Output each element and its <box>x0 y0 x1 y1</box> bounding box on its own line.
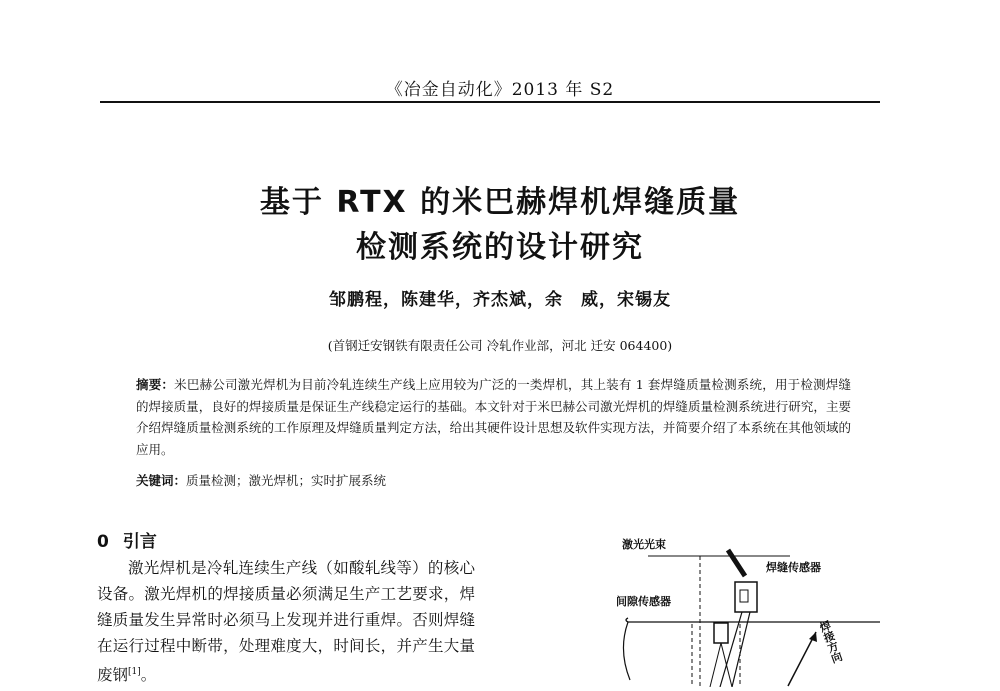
laser-mirror <box>728 550 745 576</box>
abstract-label: 摘要： <box>136 377 175 392</box>
gap-sensor-box <box>714 623 728 643</box>
direction-arrow <box>788 632 816 686</box>
paper-title-line-1: 基于 RTX 的米巴赫焊机焊缝质量 <box>259 185 741 220</box>
abstract-text: 米巴赫公司激光焊机为目前冷轧连续生产线上应用较为广泛的一类焊机，其上装有 1 套焊缝质量检测系统，用于检测焊缝的焊接质量，良好的焊接质量是保证生产线稳定运行的基础。本文针对于米巴赫公司激光焊机的焊缝质量检测系统进行研究，主要介绍焊缝质量检测系统的工作原理及焊缝质量判定方法，给出其硬件设计思想及软件实现方法，并简要介绍了本系统在其他领域的应用。 <box>136 377 851 457</box>
label-laser-beam: 激光光束 <box>622 538 666 551</box>
strip-edge-left <box>623 622 630 680</box>
strip-edge-top <box>626 618 880 622</box>
abstract <box>136 374 851 460</box>
journal-header: 《冶金自动化》2013 年 S2 <box>385 80 615 100</box>
label-gap-sensor: 间隙传感器 <box>616 595 671 608</box>
intro-end: 。 <box>140 666 157 685</box>
weld-sensor-beam-2 <box>732 612 750 687</box>
label-weld-direction: 焊接方向 <box>816 618 845 665</box>
paper-title-line-2: 检测系统的设计研究 <box>356 230 644 265</box>
keywords <box>136 471 851 491</box>
label-weld-sensor: 焊缝传感器 <box>766 561 821 574</box>
section-heading <box>97 527 157 552</box>
affiliation: (首钢迁安钢铁有限责任公司 冷轧作业部，河北 迁安 064400) <box>327 338 673 353</box>
weld-sensor-box <box>735 582 757 612</box>
keywords-text: 质量检测；激光焊机；实时扩展系统 <box>186 473 387 488</box>
keywords-label: 关键词： <box>136 473 187 488</box>
section-number: 0 <box>97 532 109 552</box>
direction-arrowhead <box>809 632 817 642</box>
gap-sensor-beam-1 <box>710 643 721 687</box>
section-title: 引言 <box>122 532 157 552</box>
intro-text: 激光焊机是冷轧连续生产线（如酸轧线等）的核心设备。激光焊机的焊接质量必须满足生产工艺要求，焊缝质量发生异常时必须马上发现并进行重焊。否则焊缝在运行过程中断带，处理难度大，时间长，并产生大量废钢 <box>97 559 475 685</box>
intro-paragraph <box>97 555 475 688</box>
authors: 邹鹏程，陈建华，齐杰斌，余 威，宋锡友 <box>329 290 671 310</box>
header-rule <box>100 101 880 103</box>
citation: [1] <box>128 667 141 677</box>
welding-diagram <box>580 520 880 687</box>
